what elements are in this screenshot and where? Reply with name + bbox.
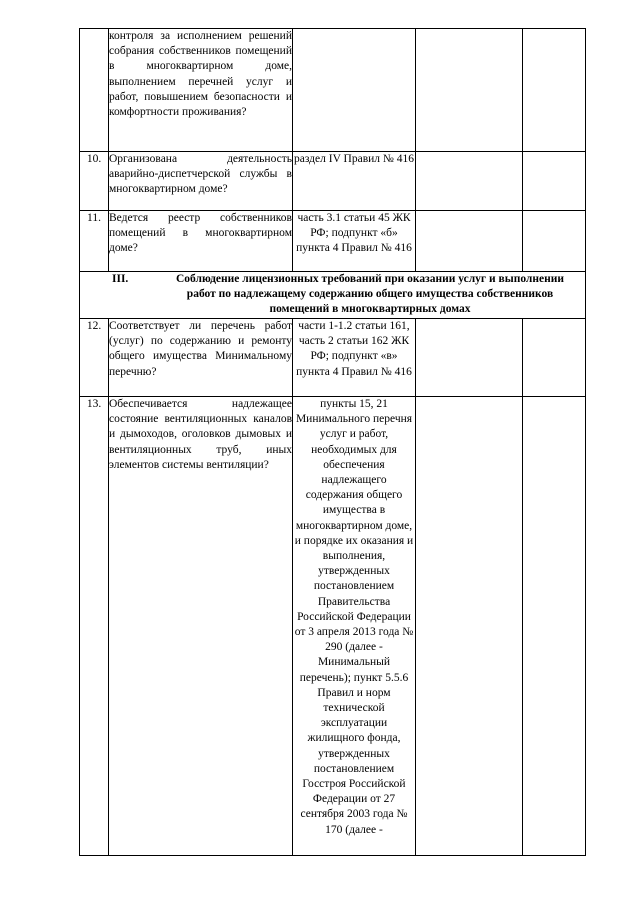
question-text: Ведется реестр собственников помещений в многоквартирном доме? (109, 211, 293, 272)
row-number: 13. (80, 397, 109, 856)
section-title-line: помещений в многоквартирных домах (269, 303, 471, 316)
section-title-line: Соблюдение лицензионных требований при оказании услуг и выполнении (176, 273, 564, 285)
legal-reference (293, 29, 416, 152)
row-number (80, 29, 109, 152)
legal-reference: части 1-1.2 статьи 161, часть 2 статьи 162 ЖК РФ; подпункт «в» пункта 4 Правил № 416 (293, 319, 416, 397)
table-row (80, 397, 586, 856)
empty-cell (523, 29, 586, 152)
empty-cell (416, 211, 523, 272)
table-row (80, 29, 586, 152)
empty-cell (523, 397, 586, 856)
row-number: 10. (80, 152, 109, 211)
section-title (159, 272, 581, 318)
empty-cell (416, 319, 523, 397)
question-text: Организована деятельность аварийно-диспетчерской службы в многоквартирном доме? (109, 152, 293, 211)
empty-cell (523, 319, 586, 397)
legal-reference: часть 3.1 статьи 45 ЖК РФ; подпункт «б» пункта 4 Правил № 416 (293, 211, 416, 272)
question-text: Соответствует ли перечень работ (услуг) по содержанию и ремонту общего имущества Минимальному перечню? (109, 319, 293, 397)
row-number: 12. (80, 319, 109, 397)
empty-cell (523, 211, 586, 272)
row-number: 11. (80, 211, 109, 272)
legal-reference: раздел IV Правил № 416 (293, 152, 416, 211)
section-number: III. (112, 273, 129, 285)
checklist-table (79, 28, 586, 856)
question-text: Обеспечивается надлежащее состояние вентиляционных каналов и дымоходов, оголовков дымовых и вентиляционных труб, иных элементов системы вентиляции? (109, 397, 293, 856)
table-row (80, 319, 586, 397)
empty-cell (416, 29, 523, 152)
question-text: контроля за исполнением решений собрания собственников помещений в многоквартирном доме, выполнением перечней услуг и работ, повышением безопасности и комфортности проживания? (109, 29, 293, 152)
empty-cell (416, 152, 523, 211)
table-row (80, 211, 586, 272)
empty-cell (416, 397, 523, 856)
legal-reference: пункты 15, 21 Минимального перечня услуг и работ, необходимых для обеспечения надлежащего содержания общего имущества в многоквартирном доме, и порядке их оказания и выполнения, утвержденных постановлением Правительства Российской Федерации от 3 апреля 2013 года № 290 (далее - Минимальный перечень); пункт 5.5.6 Правил и норм технической эксплуатации жилищного фонда, утвержденных постановлением Госстроя Российской Федерации от 27 сентября 2003 года № 170 (далее - (293, 397, 416, 856)
empty-cell (523, 152, 586, 211)
section-title-line: работ по надлежащему содержанию общего имущества собственников (186, 288, 554, 301)
section-header (80, 272, 586, 319)
table-row (80, 152, 586, 211)
section-header-row (80, 272, 586, 319)
